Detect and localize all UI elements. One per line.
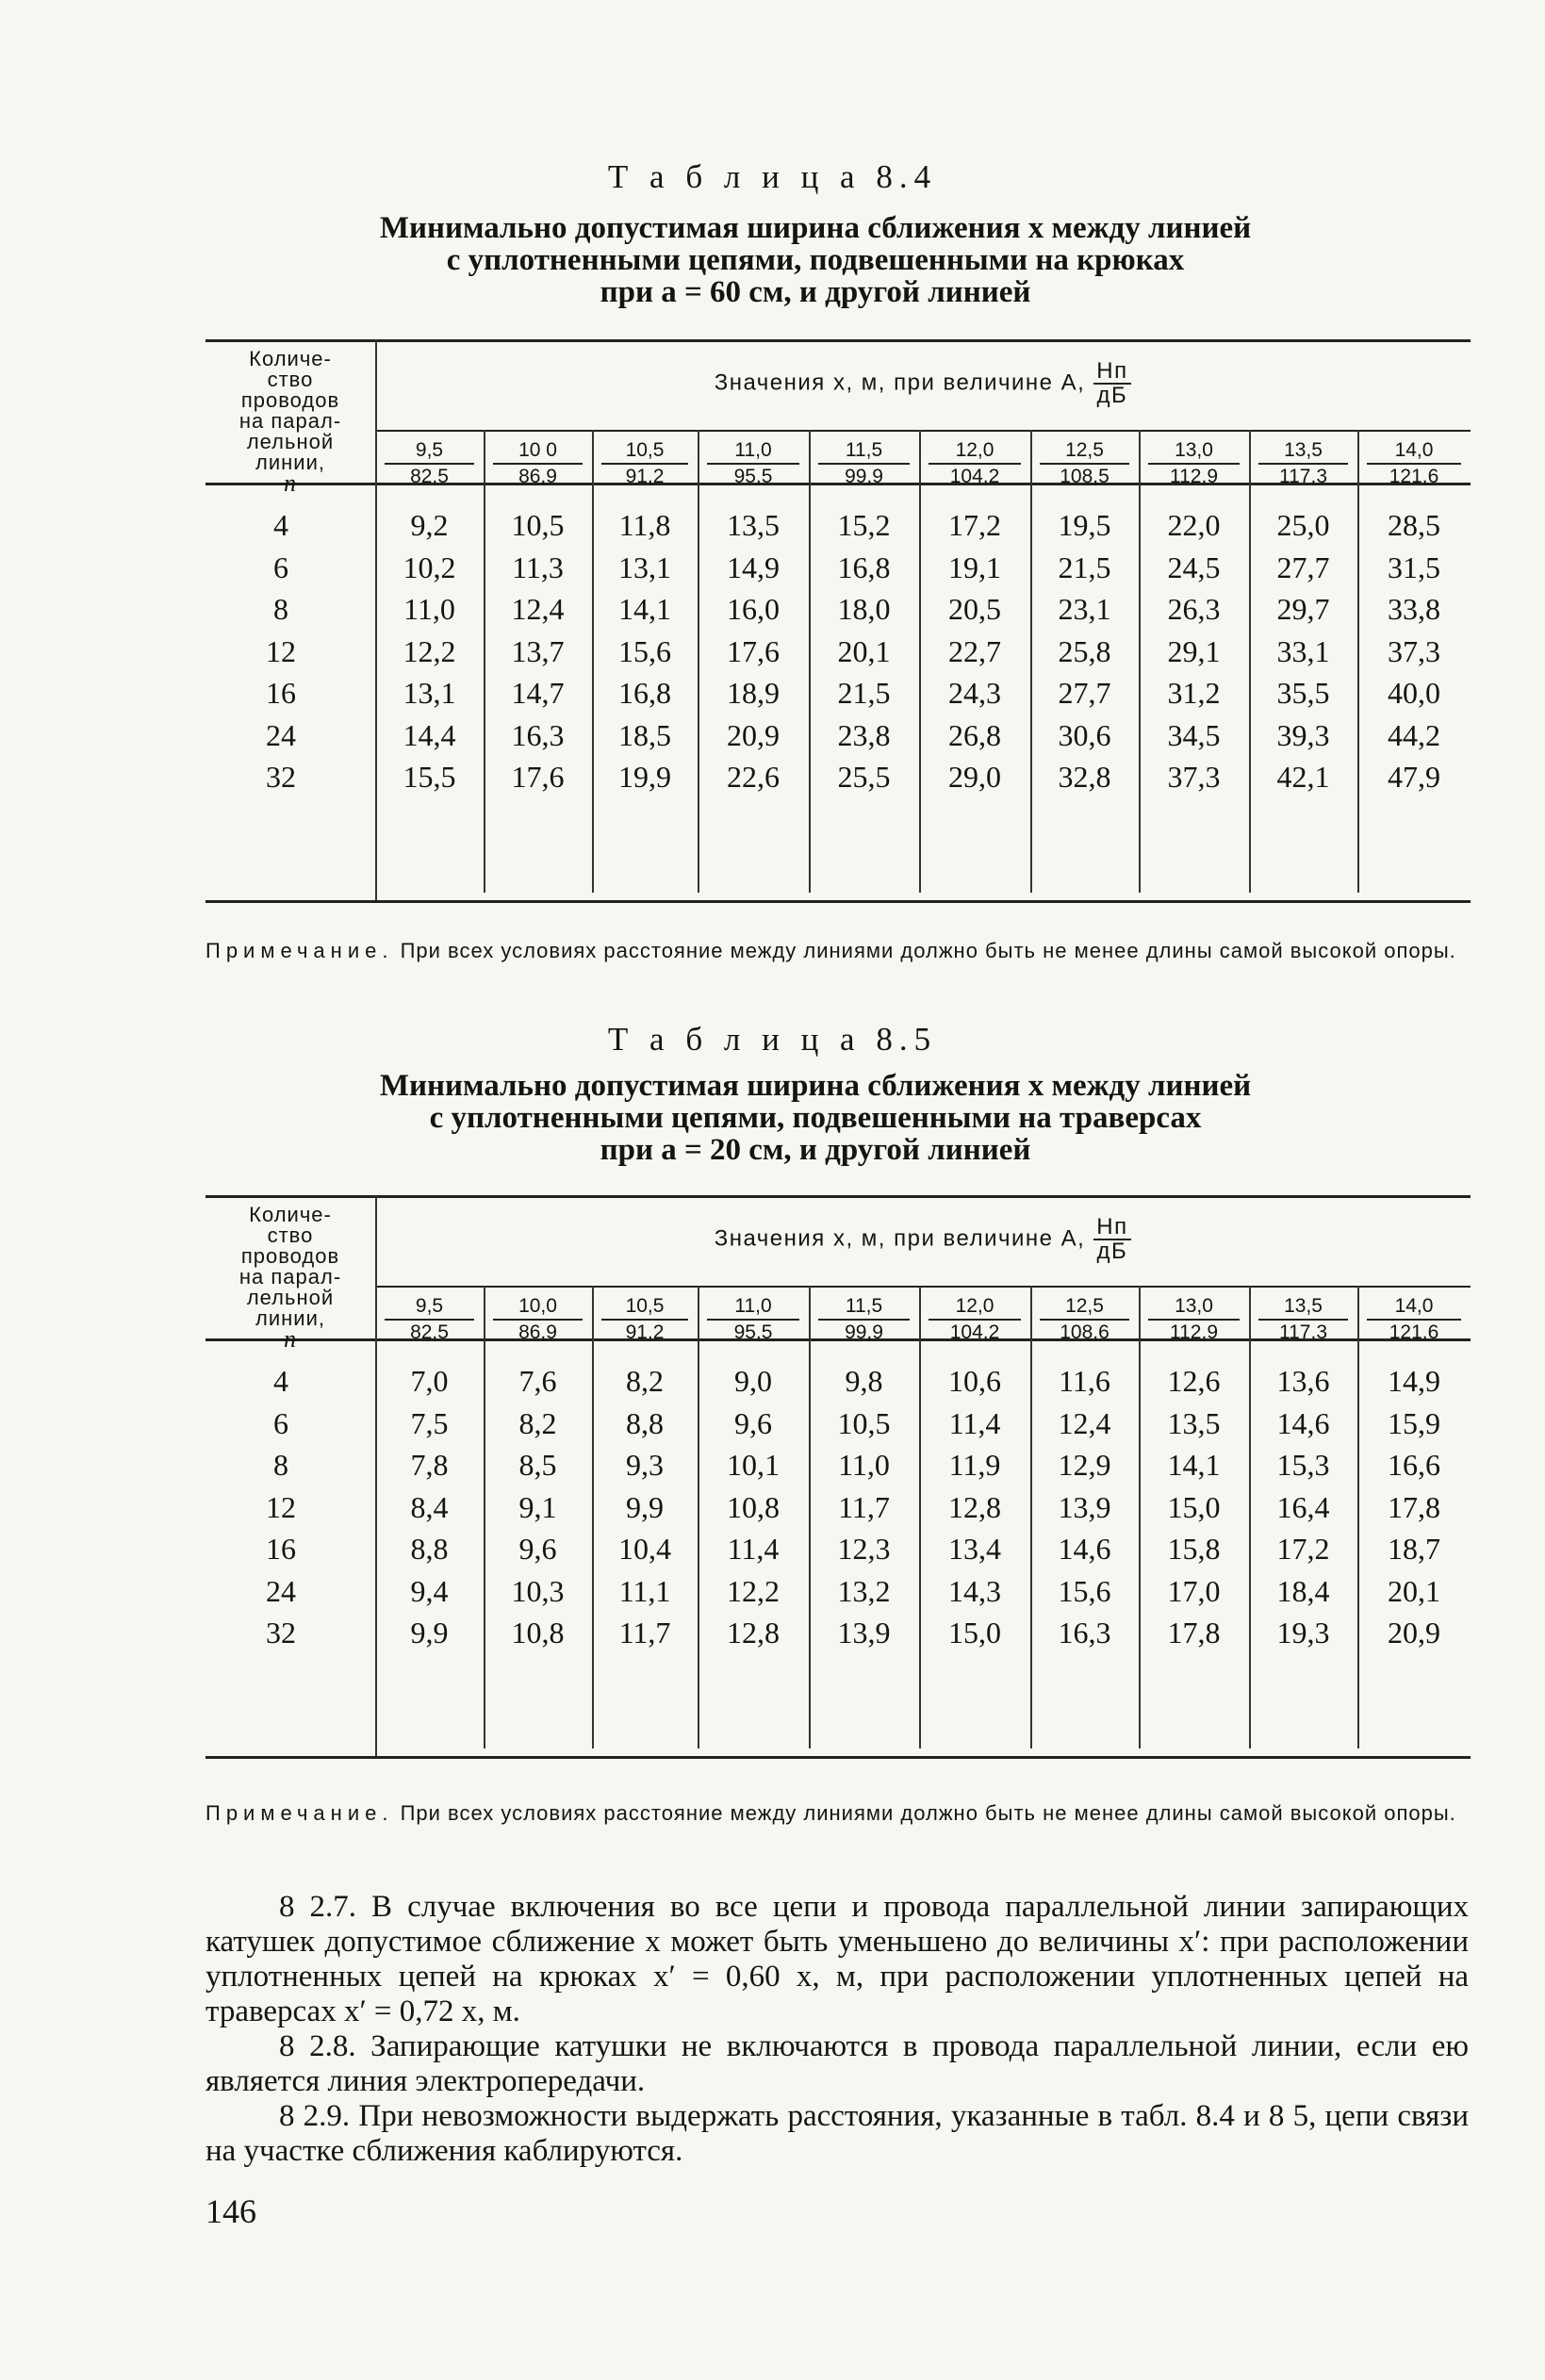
table-cell: 39,3 (1276, 717, 1330, 752)
table-cell: 20,9 (727, 717, 780, 752)
fraction-numerator: 13,5 (1284, 439, 1323, 461)
table-cell: 13,5 (727, 508, 780, 542)
table-cell: 24,5 (1167, 550, 1221, 584)
fraction-numerator: 13,0 (1175, 1295, 1213, 1317)
note-lead: Примечание. (205, 1801, 394, 1825)
table-cell: 10,8 (511, 1616, 565, 1650)
column-header-fraction (375, 1295, 484, 1344)
fraction-denominator: 91,2 (601, 1319, 688, 1344)
fraction-numerator: 10,5 (625, 439, 665, 461)
row-n-value: 4 (273, 1364, 288, 1398)
table-cell: 8,8 (410, 1532, 449, 1566)
table-cell: 44,2 (1388, 717, 1440, 752)
fraction-numerator: 12,0 (955, 439, 994, 461)
table-cell: 32,8 (1058, 760, 1111, 794)
table-cell: 15,6 (1058, 1573, 1111, 1608)
table-8-5-caption: Т а б л и ц а 8.5 (607, 1021, 938, 1058)
table-cell: 18,7 (1388, 1532, 1440, 1566)
row-header-line: ство (267, 368, 314, 391)
table-cell: 13,1 (618, 550, 671, 584)
column-header-fraction (919, 1295, 1030, 1344)
row-n-value: 12 (266, 633, 296, 668)
row-n-value: 12 (266, 1489, 296, 1524)
table-8-4-title-line: Минимально допустимая ширина сближения x между линией (379, 211, 1252, 245)
row-n-value: 16 (266, 676, 296, 710)
table-cell: 15,9 (1388, 1405, 1440, 1440)
fraction-numerator: 13,5 (1284, 1295, 1323, 1317)
table-8-5-title-line: Минимально допустимая ширина сближения x между линией (379, 1069, 1252, 1103)
fraction-denominator: 104,2 (929, 1319, 1021, 1344)
table-cell: 17,0 (1167, 1573, 1221, 1608)
fraction-denominator: 121,6 (1367, 463, 1461, 488)
table-cell: 12,9 (1058, 1448, 1111, 1482)
fraction-numerator: 9,5 (415, 439, 444, 461)
fraction-denominator: 86,9 (493, 1319, 583, 1344)
table-cell: 7,8 (410, 1448, 449, 1482)
table-cell: 42,1 (1276, 760, 1330, 794)
table-cell: 19,3 (1276, 1616, 1330, 1650)
table-cell: 16,0 (727, 592, 780, 626)
table-cell: 11,9 (948, 1448, 1001, 1482)
column-header-fraction (1357, 439, 1471, 488)
table-cell: 19,9 (618, 760, 671, 794)
table-8-5-note (205, 1800, 1469, 1826)
table-cell: 11,0 (403, 592, 455, 626)
column-header-fraction (592, 1295, 698, 1344)
table-cell: 25,5 (837, 760, 891, 794)
table-cell: 9,9 (626, 1489, 664, 1524)
table-cell: 12,4 (1058, 1405, 1111, 1440)
table-8-5-title-line: с уплотненными цепями, подвешенными на траверсах (429, 1101, 1202, 1135)
column-header-fraction (375, 439, 484, 488)
table-cell: 13,1 (403, 676, 456, 710)
table-cell: 33,8 (1388, 592, 1440, 626)
table-cell: 23,1 (1058, 592, 1111, 626)
table-cell: 16,3 (1058, 1616, 1111, 1650)
table-cell: 8,2 (518, 1405, 557, 1440)
row-n-value: 8 (273, 1448, 288, 1482)
fraction-numerator: 10,5 (625, 1295, 665, 1317)
fraction-numerator: 14,0 (1394, 439, 1434, 461)
column-header-fraction (1249, 439, 1357, 488)
table-cell: 12,8 (727, 1616, 780, 1650)
table-cell: 47,9 (1388, 760, 1440, 794)
table-cell: 22,6 (727, 760, 780, 794)
column-header-fraction (484, 439, 592, 488)
row-header-n (205, 347, 375, 497)
table-bottom-rule (205, 1756, 1471, 1759)
note-text: При всех условиях расстояние между линиями должно быть не менее длины самой высокой опоры. (393, 1801, 1456, 1825)
span-header-rule (375, 1286, 1471, 1288)
fraction-numerator: 10,0 (518, 1295, 557, 1317)
table-8-4-title (283, 212, 1348, 308)
table-cell: 7,5 (410, 1405, 449, 1440)
fraction-denominator: 82,5 (385, 463, 474, 488)
table-cell: 27,7 (1058, 676, 1111, 710)
column-header-fraction (1357, 1295, 1471, 1344)
table-cell: 26,3 (1167, 592, 1221, 626)
column-header-fraction (1249, 1295, 1357, 1344)
table-8-4 (205, 339, 1471, 905)
table-cell: 11,7 (618, 1616, 671, 1650)
column-header-fraction (919, 439, 1030, 488)
table-8-5 (205, 1195, 1471, 1770)
row-n-value: 16 (266, 1532, 296, 1566)
fraction-denominator: 82,5 (385, 1319, 474, 1344)
row-header-line: линии, (255, 451, 325, 474)
table-cell: 15,8 (1167, 1532, 1221, 1566)
table-cell: 31,5 (1388, 550, 1440, 584)
table-cell: 19,5 (1058, 508, 1111, 542)
table-cell: 15,0 (948, 1616, 1001, 1650)
table-cell: 13,9 (1058, 1489, 1111, 1524)
table-cell: 11,0 (838, 1448, 890, 1482)
table-cell: 20,5 (948, 592, 1001, 626)
fraction-denominator: 108,6 (1040, 1319, 1129, 1344)
table-cell: 10,1 (727, 1448, 780, 1482)
table-cell: 29,7 (1276, 592, 1330, 626)
table-cell: 10,6 (948, 1364, 1001, 1398)
table-cell: 16,8 (618, 676, 671, 710)
row-header-line: n (284, 1325, 297, 1353)
table-cell: 10,5 (511, 508, 565, 542)
column-header-fraction (1139, 439, 1249, 488)
table-cell: 18,5 (618, 717, 671, 752)
table-cell: 8,8 (626, 1405, 664, 1440)
table-cell: 12,2 (403, 633, 456, 668)
row-n-value: 24 (266, 717, 296, 752)
paragraph-8-2-8: 8 2.8. Запирающие катушки не включаются в провода параллельной линии, если ею является линия электропередачи. (205, 2029, 1469, 2098)
table-cell: 15,3 (1276, 1448, 1330, 1482)
paragraph-8-2-7: 8 2.7. В случае включения во все цепи и провода параллельной линии запирающих катушек допустимое сближение x может быть уменьшено до величины x′: при расположении уплотненных цепей на крюках x′ = 0,60 x, м, при расположении уплотненных цепей на траверсах x′ = 0,72 x, м. (205, 1890, 1469, 2028)
table-cell: 10,4 (618, 1532, 671, 1566)
table-cell: 14,6 (1058, 1532, 1111, 1566)
fraction-denominator: 104,2 (929, 463, 1021, 488)
table-cell: 18,0 (837, 592, 891, 626)
row-header-line: ство (267, 1223, 314, 1247)
table-cell: 15,2 (837, 508, 891, 542)
table-cell: 19,1 (948, 550, 1001, 584)
table-8-5-title (283, 1070, 1348, 1166)
fraction-denominator: 112,9 (1148, 1319, 1240, 1344)
fraction-denominator: 91,2 (601, 463, 688, 488)
table-cell: 17,8 (1167, 1616, 1221, 1650)
row-n-value: 6 (273, 550, 288, 584)
table-8-4-title-line: с уплотненными цепями, подвешенными на крюках (446, 243, 1185, 277)
row-header-line: n (284, 469, 297, 497)
column-header-fraction (592, 439, 698, 488)
fraction-numerator: 14,0 (1394, 1295, 1434, 1317)
table-cell: 24,3 (948, 676, 1001, 710)
table-cell: 9,2 (410, 508, 449, 542)
column-header-fraction (1030, 1295, 1139, 1344)
fraction-denominator: 112,9 (1148, 463, 1240, 488)
table-8-4-note (205, 938, 1469, 963)
table-cell: 16,8 (837, 550, 891, 584)
table-cell: 14,6 (1276, 1405, 1330, 1440)
fraction-numerator: 11,0 (734, 1295, 772, 1317)
table-cell: 11,7 (838, 1489, 890, 1524)
table-cell: 17,6 (511, 760, 565, 794)
row-n-value: 6 (273, 1405, 288, 1440)
table-cell: 15,5 (403, 760, 456, 794)
table-8-4-caption: Т а б л и ц а 8.4 (607, 158, 938, 195)
row-n-value: 32 (266, 1616, 296, 1650)
unit-fraction: Нп дБ (1093, 360, 1132, 407)
paragraph-8-2-9: 8 2.9. При невозможности выдержать расстояния, указанные в табл. 8.4 и 8 5, цепи связи на участке сближения каблируются. (205, 2099, 1469, 2168)
table-cell: 40,0 (1388, 676, 1440, 710)
table-cell: 29,1 (1167, 633, 1221, 668)
fraction-numerator: 12,5 (1065, 439, 1104, 461)
span-header-text: Значения x, м, при величине A, (714, 1225, 1093, 1252)
table-cell: 11,1 (618, 1573, 671, 1608)
fraction-numerator: 11,5 (845, 1295, 883, 1317)
row-n-value: 32 (266, 760, 296, 794)
table-cell: 12,4 (511, 592, 565, 626)
table-cell: 14,1 (618, 592, 671, 626)
table-cell: 15,6 (618, 633, 671, 668)
span-header-text: Значения x, м, при величине A, (714, 369, 1093, 396)
table-cell: 16,6 (1388, 1448, 1440, 1482)
table-cell: 9,1 (518, 1489, 557, 1524)
table-cell: 22,0 (1167, 508, 1221, 542)
table-cell: 11,8 (618, 508, 671, 542)
table-cell: 13,9 (837, 1616, 891, 1650)
column-header-fraction (809, 439, 919, 488)
row-header-line: лельной (246, 1286, 335, 1309)
table-cell: 16,3 (511, 717, 565, 752)
table-cell: 9,0 (734, 1364, 772, 1398)
table-cell: 9,4 (410, 1573, 449, 1608)
table-cell: 14,3 (948, 1573, 1001, 1608)
fraction-denominator: 99,9 (818, 1319, 910, 1344)
table-cell: 13,5 (1167, 1405, 1221, 1440)
table-cell: 12,6 (1167, 1364, 1221, 1398)
table-cell: 20,1 (1388, 1573, 1440, 1608)
table-cell: 17,2 (1276, 1532, 1330, 1566)
row-n-value: 8 (273, 592, 288, 626)
table-cell: 25,8 (1058, 633, 1111, 668)
column-header-fraction (484, 1295, 592, 1344)
row-header-line: на парал- (238, 409, 342, 433)
table-cell: 9,6 (518, 1532, 557, 1566)
column-header-fraction (698, 439, 809, 488)
row-header-line: линии, (255, 1306, 325, 1330)
table-cell: 9,3 (626, 1448, 664, 1482)
table-cell: 20,9 (1388, 1616, 1440, 1650)
table-cell: 11,3 (512, 550, 564, 584)
unit-fraction: Нп дБ (1093, 1216, 1132, 1263)
table-cell: 31,2 (1167, 676, 1221, 710)
table-bottom-rule (205, 900, 1471, 903)
table-cell: 11,4 (727, 1532, 780, 1566)
fraction-numerator: 9,5 (415, 1295, 444, 1317)
fraction-denominator: 108,5 (1040, 463, 1129, 488)
table-cell: 37,3 (1167, 760, 1221, 794)
table-cell: 26,8 (948, 717, 1001, 752)
table-cell: 34,5 (1167, 717, 1221, 752)
table-cell: 14,4 (403, 717, 456, 752)
row-header-line: Количе- (249, 347, 332, 370)
table-8-4-title-line: при a = 60 см, и другой линией (600, 275, 1031, 309)
fraction-denominator: 117,3 (1258, 1319, 1348, 1344)
column-header-fraction (698, 1295, 809, 1344)
table-cell: 20,1 (837, 633, 891, 668)
span-header-rule (375, 430, 1471, 432)
table-cell: 14,1 (1167, 1448, 1221, 1482)
row-header-line: на парал- (238, 1265, 342, 1288)
table-cell: 27,7 (1276, 550, 1330, 584)
fraction-numerator: 11,5 (845, 439, 883, 461)
table-cell: 12,3 (837, 1532, 891, 1566)
table-cell: 8,4 (410, 1489, 449, 1524)
table-cell: 16,4 (1276, 1489, 1330, 1524)
table-cell: 18,9 (727, 676, 780, 710)
table-cell: 17,2 (948, 508, 1001, 542)
row-header-line: Количе- (249, 1203, 332, 1226)
table-cell: 12,2 (727, 1573, 780, 1608)
row-n-value: 24 (266, 1573, 296, 1608)
table-cell: 13,4 (948, 1532, 1001, 1566)
table-cell: 10,8 (727, 1489, 780, 1524)
table-cell: 9,6 (734, 1405, 772, 1440)
row-header-n (205, 1203, 375, 1353)
fraction-denominator: 95,5 (707, 463, 799, 488)
note-text: При всех условиях расстояние между линиями должно быть не менее длины самой высокой опоры. (393, 939, 1456, 962)
table-top-rule (205, 339, 1471, 342)
table-cell: 18,4 (1276, 1573, 1330, 1608)
fraction-numerator: 11,0 (734, 439, 772, 461)
table-8-5-title-line: при a = 20 см, и другой линией (600, 1133, 1031, 1167)
row-header-line: проводов (240, 388, 340, 412)
column-header-fraction (1030, 439, 1139, 488)
column-header-fraction (809, 1295, 919, 1344)
table-cell: 29,0 (948, 760, 1001, 794)
table-cell: 7,6 (518, 1364, 557, 1398)
table-cell: 14,9 (727, 550, 780, 584)
table-cell: 13,2 (837, 1573, 891, 1608)
fraction-numerator: 10 0 (518, 439, 557, 461)
span-header (375, 1216, 1471, 1263)
table-cell: 37,3 (1388, 633, 1440, 668)
table-cell: 21,5 (837, 676, 891, 710)
fraction-denominator: 95,5 (707, 1319, 799, 1344)
table-cell: 10,2 (403, 550, 456, 584)
fraction-denominator: 121,6 (1367, 1319, 1461, 1344)
table-cell: 14,9 (1388, 1364, 1440, 1398)
fraction-denominator: 99,9 (818, 463, 910, 488)
table-cell: 23,8 (837, 717, 891, 752)
table-cell: 13,7 (511, 633, 565, 668)
table-cell: 17,6 (727, 633, 780, 668)
table-cell: 10,5 (837, 1405, 891, 1440)
table-cell: 30,6 (1058, 717, 1111, 752)
table-cell: 9,8 (845, 1364, 883, 1398)
table-cell: 14,7 (511, 676, 565, 710)
table-cell: 10,3 (511, 1573, 565, 1608)
fraction-numerator: 13,0 (1175, 439, 1213, 461)
table-cell: 11,6 (1059, 1364, 1110, 1398)
table-cell: 28,5 (1388, 508, 1440, 542)
fraction-denominator: 86,9 (493, 463, 583, 488)
table-cell: 7,0 (410, 1364, 449, 1398)
table-cell: 9,9 (410, 1616, 449, 1650)
table-cell: 8,5 (518, 1448, 557, 1482)
table-cell: 12,8 (948, 1489, 1001, 1524)
table-cell: 15,0 (1167, 1489, 1221, 1524)
row-header-line: лельной (246, 430, 335, 453)
page-number: 146 (205, 2192, 256, 2230)
note-lead: Примечание. (205, 939, 394, 962)
table-cell: 25,0 (1276, 508, 1330, 542)
table-cell: 33,1 (1276, 633, 1330, 668)
table-cell: 22,7 (948, 633, 1001, 668)
column-header-fraction (1139, 1295, 1249, 1344)
row-n-value: 4 (273, 508, 288, 542)
fraction-denominator: 117,3 (1258, 463, 1348, 488)
table-cell: 21,5 (1058, 550, 1111, 584)
row-header-line: проводов (240, 1244, 340, 1268)
span-header (375, 360, 1471, 407)
table-cell: 8,2 (626, 1364, 664, 1398)
table-cell: 13,6 (1276, 1364, 1330, 1398)
table-cell: 17,8 (1388, 1489, 1440, 1524)
table-cell: 11,4 (948, 1405, 1001, 1440)
fraction-numerator: 12,0 (955, 1295, 994, 1317)
table-top-rule (205, 1195, 1471, 1198)
fraction-numerator: 12,5 (1065, 1295, 1104, 1317)
table-cell: 35,5 (1276, 676, 1330, 710)
